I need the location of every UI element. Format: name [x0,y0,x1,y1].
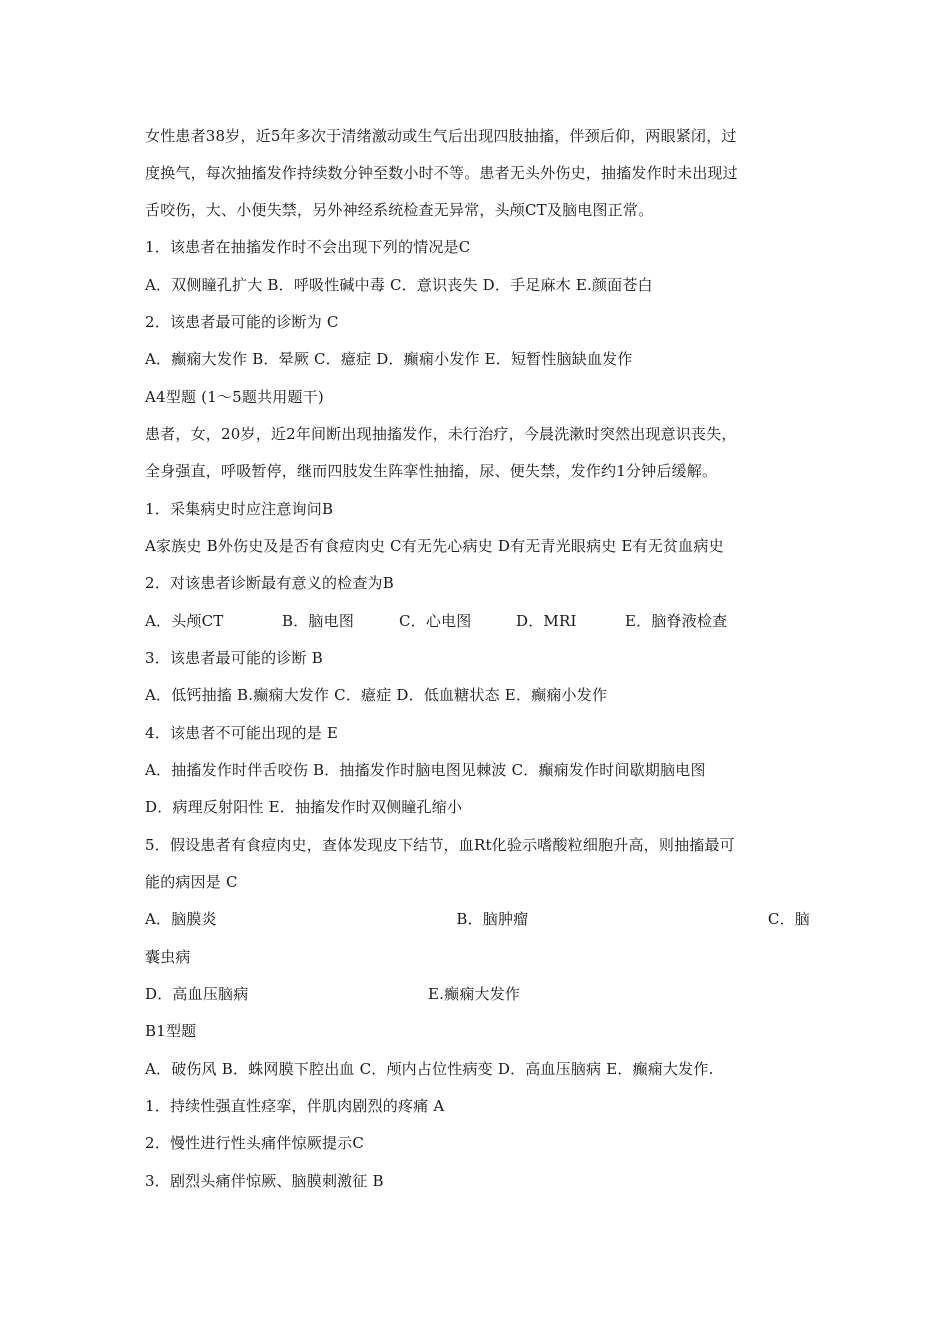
option-c: C．心电图 [399,612,472,630]
option-d: D．高血压脑病 [145,985,249,1003]
case2-question-5-line-1: 5．假设患者有食痘肉史，查体发现皮下结节，血Rt化验示嗜酸粒细胞升高，则抽搐最可 [145,836,735,854]
case1-question-2: 2．该患者最可能的诊断为 C [145,313,339,331]
case2-question-2-options [145,610,810,632]
option-a: A．脑膜炎 [145,910,217,928]
case2-question-5-options-continuation: 囊虫病 [145,948,191,966]
case1-stem-line-3: 舌咬伤，大、小便失禁，另外神经系统检查无异常，头颅CT及脑电图正常。 [145,201,654,219]
case2-question-1: 1．采集病史时应注意询问B [145,500,334,518]
case2-question-3-options: A．低钙抽搐 B.癫痫大发作 C．癔症 D．低血糖状态 E．癫痫小发作 [145,686,608,704]
case2-question-5-options-row-1 [145,908,810,930]
b1-options: A．破伤风 B．蛛网膜下腔出血 C．颅内占位性病变 D．高血压脑病 E．癫痫大发作. [145,1060,714,1078]
case2-heading: A4型题 (1～5题共用题干) [145,388,324,406]
option-a: A．头颅CT [145,612,224,630]
option-b: B．脑电图 [282,612,355,630]
case2-question-5-options-row-2 [145,983,810,1005]
case2-question-5-line-2: 能的病因是 C [145,873,238,891]
case1-stem-line-2: 度换气，每次抽搐发作持续数分钟至数小时不等。患者无头外伤史，抽搐发作时未出现过 [145,164,738,182]
case2-question-4-options-line-2: D．病理反射阳性 E．抽搐发作时双侧瞳孔缩小 [145,798,463,816]
case2-stem-line-2: 全身强直，呼吸暂停，继而四肢发生阵挛性抽搐，尿、便失禁，发作约1分钟后缓解。 [145,462,718,480]
case2-question-4: 4．该患者不可能出现的是 E [145,724,339,742]
case2-question-3: 3．该患者最可能的诊断 B [145,649,323,667]
b1-heading: B1型题 [145,1022,197,1040]
case1-stem-line-1: 女性患者38岁，近5年多次于清绪激动或生气后出现四肢抽搐，伴颈后仰，两眼紧闭，过 [145,127,737,145]
case1-question-1: 1．该患者在抽搐发作时不会出现下列的情况是C [145,238,471,256]
case1-question-2-options: A．癫痫大发作 B．晕厥 C．癔症 D．癫痫小发作 E．短暂性脑缺血发作 [145,350,633,368]
case2-question-4-options-line-1: A．抽搐发作时伴舌咬伤 B．抽搐发作时脑电图见棘波 C．癫痫发作时间歇期脑电图 [145,761,706,779]
case2-stem-line-1: 患者，女，20岁，近2年间断出现抽搐发作，未行治疗，今晨洗漱时突然出现意识丧失， [145,425,737,443]
option-e: E.癫痫大发作 [428,985,521,1003]
option-e: E．脑脊液检查 [625,612,728,630]
b1-question-3: 3．剧烈头痛伴惊厥、脑膜刺激征 B [145,1172,384,1190]
case1-question-1-options: A．双侧瞳孔扩大 B．呼吸性碱中毒 C．意识丧失 D．手足麻木 E.颜面苍白 [145,276,653,294]
option-c: C．脑 [767,910,810,928]
case2-question-2: 2．对该患者诊断最有意义的检查为B [145,574,394,592]
option-d: D．MRI [516,612,577,630]
option-b: B．脑肿瘤 [456,910,529,928]
b1-question-2: 2．慢性进行性头痛伴惊厥提示C [145,1134,365,1152]
case2-question-1-options: A家族史 B外伤史及是否有食痘肉史 C有无先心病史 D有无青光眼病史 E有无贫血病史 [145,537,724,555]
b1-question-1: 1．持续性强直性痉挛，伴肌肉剧烈的疼痛 A [145,1097,445,1115]
